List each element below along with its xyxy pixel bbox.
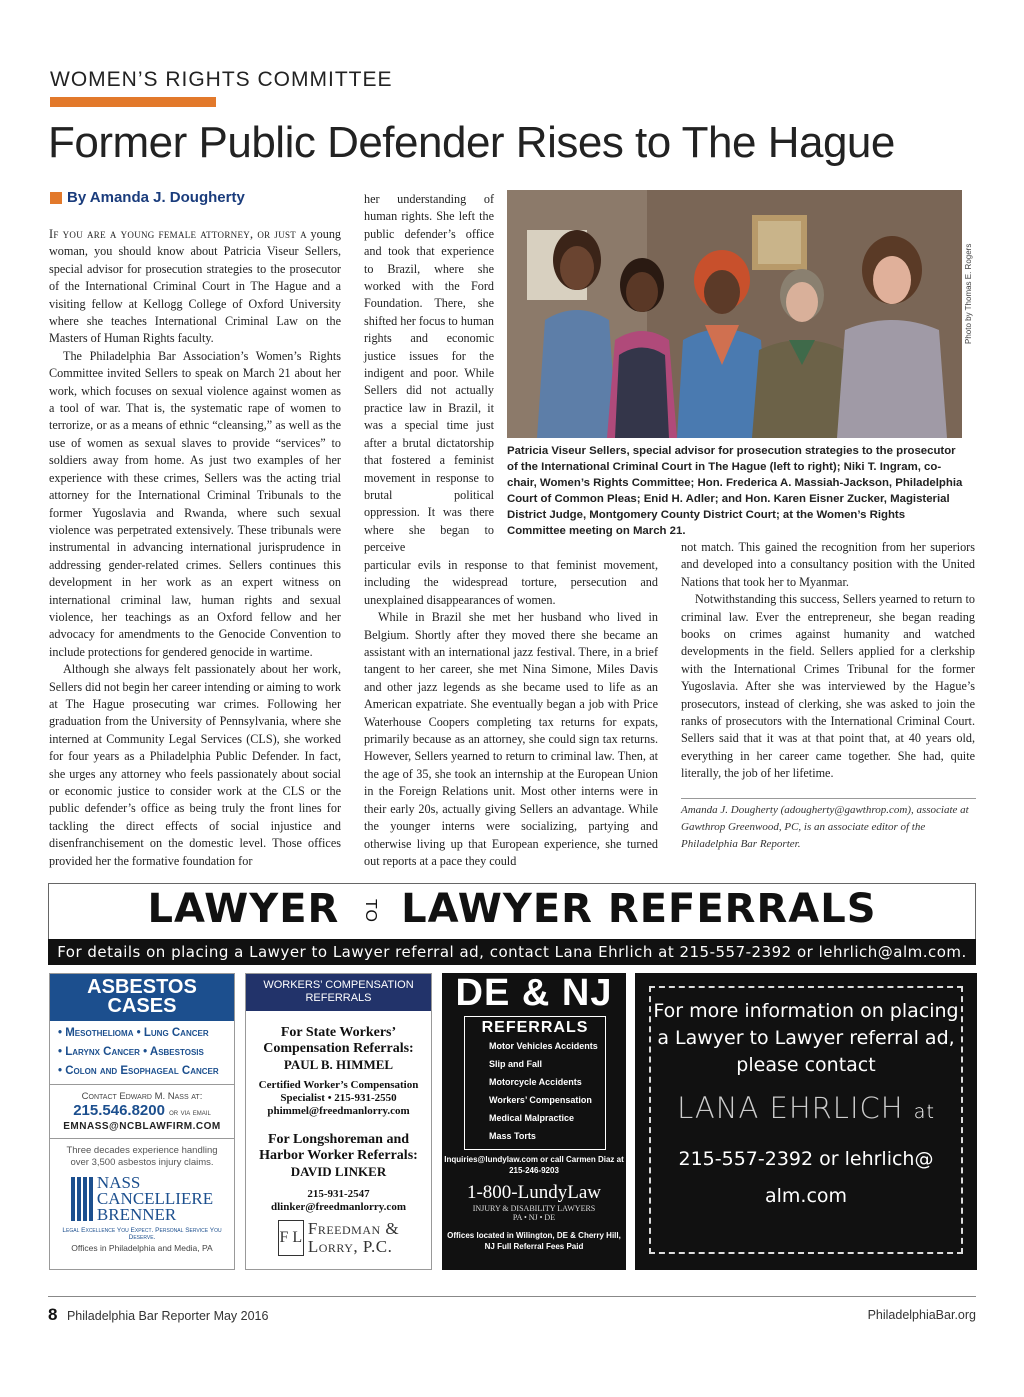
contact-line: 215-557-2392 or lehrlich@ <box>678 1148 934 1170</box>
paragraph: Although she always felt passionately about her work, Sellers did not begin her career intending or aiming to work at The Hague prosecuting war crimes. Following her graduation from the University of Pennsylvania, where she interned at Community Legal Services (CLS), she worked for four years as a Philadelphia Public Defender. In fact, she urges any attorney who feels passionately about social or economic justice to consider work at the CLS or the public defender’s office as being truly the front lines for tackling the direct effects of social injustice and disenfranchisement on the domestic level. Those offices provided her the formative foundation for <box>49 662 341 868</box>
ad-info-dashed-frame <box>649 986 963 1254</box>
article-column-3 <box>681 539 975 783</box>
ad-info-contact-name <box>651 1091 961 1129</box>
referrals-title-to: TO <box>362 899 380 923</box>
footer-site: PhiladelphiaBar.org <box>867 1308 976 1322</box>
ad-denj-title: DE & NJ <box>455 972 613 1014</box>
firm-name-line: Freedman & <box>307 1219 400 1238</box>
referrals-contact-bar: For details on placing a Lawyer to Lawyer referral ad, contact Lana Ehrlich at 215-557-2392 or lehrlich@alm.com. <box>48 939 976 965</box>
article-column-2-top <box>364 191 494 557</box>
article-photo <box>507 190 962 438</box>
list-item: Slip and Fall <box>489 1059 543 1069</box>
article-headline: Former Public Defender Rises to The Hague <box>48 118 895 167</box>
article-column-1 <box>49 226 341 870</box>
footer-folio <box>48 1305 268 1325</box>
lead-in: If you are a young female attorney, or just a <box>49 227 307 241</box>
byline-text: By Amanda J. Dougherty <box>67 189 245 206</box>
paragraph: not match. This gained the recognition from her superiors and developed into a consultancy position with the United Nations that took her to Myanmar. <box>681 540 975 589</box>
ad-info-contact <box>651 1141 961 1215</box>
list-item: Motor Vehicles Accidents <box>489 1041 598 1051</box>
referrals-title-right: LAWYER REFERRALS <box>401 886 877 932</box>
ad-workers-email-1: phimmel@freedmanlorry.com <box>267 1105 410 1117</box>
firm-name-line: NASS <box>96 1173 141 1192</box>
firm-name-line: Lorry, P.C. <box>307 1237 393 1256</box>
ad-denj-header: REFERRALS <box>481 1019 589 1036</box>
ad-workers-state-title: For State Workers’ Compensation Referrals: <box>263 1025 414 1056</box>
ad-asbestos-tagline: Legal Excellence You Expect. Personal Service You Deserve. <box>62 1227 222 1241</box>
paragraph: Notwithstanding this success, Sellers yearned to return to criminal law. Ever the entrepreneur, she began reading books on crimes against humanity and watched developments in the field. Sellers applied for a clerkship with the International Crimes Tribunal for the former Yugoslavia. After she was interviewed by the Hague’s prosecutors, instead of clerking, she was asked to join the ranks of prosecutors with the International Criminal Court. Sellers said that it was at that point that, at 40 years old, everything in her career came together. She had, quite literally, the job of her lifetime. <box>681 592 975 781</box>
ad-denj-sub-1: INJURY & DISABILITY LAWYERS <box>472 1204 596 1213</box>
list-item: Medical Malpractice <box>489 1113 575 1123</box>
paragraph: her understanding of human rights. She left the public defender’s office and took that experience to Brazil, where she worked with the Ford Foundation. There, she shifted her focus to human rights and economic justice issues for the indigent and poor. While Sellers did not actually practice law in Brazil, it was a special time just after a brutal dictatorship that fostered a feminist movement in response to brutal political oppression. It was there where she began to perceive <box>364 192 494 555</box>
firm-name-line: CANCELLIERE <box>96 1189 214 1208</box>
ad-workers-name-1: PAUL B. HIMMEL <box>283 1057 394 1072</box>
section-label: WOMEN’S RIGHTS COMMITTEE <box>50 68 393 91</box>
lead-paragraph-text: young woman, you should know about Patricia Viseur Sellers, special advisor for prosecution strategies to the prosecutor of the International Criminal Court in The Hague and a visiting fellow at Kellogg College of Oxford University where she teaches International Criminal Law on the Masters of Human Rights faculty. <box>49 227 342 346</box>
ad-denj-footer: Offices located in Wilington, DE & Cherry Hill, NJ Full Referral Fees Paid <box>447 1231 621 1251</box>
ad-de-nj-referrals <box>442 973 626 1270</box>
group-photo-image <box>507 190 962 438</box>
ad-asbestos-list <box>50 1021 234 1085</box>
footer-rule <box>48 1296 976 1297</box>
ad-workers-compensation <box>245 973 432 1270</box>
ad-denj-phone: 1-800-LundyLaw <box>466 1182 602 1203</box>
list-item: • Mesothelioma • Lung Cancer <box>58 1027 209 1039</box>
ad-workers-firm-logo <box>246 1220 431 1256</box>
list-item: • Larynx Cancer • Asbestosis <box>58 1046 204 1058</box>
ad-asbestos-firm-name <box>97 1175 213 1223</box>
ad-workers-phone-2: 215-931-2547 <box>307 1188 370 1200</box>
ad-asbestos-offices: Offices in Philadelphia and Media, PA <box>71 1243 213 1253</box>
ad-denj-sub-2: PA • NJ • DE <box>512 1213 556 1222</box>
photo-credit: Photo by Thomas E. Rogers <box>964 243 973 344</box>
contact-at: at <box>913 1101 935 1123</box>
paragraph <box>49 226 341 348</box>
ad-asbestos-header <box>50 974 234 1021</box>
ad-asbestos-header-line2: CASES <box>107 995 177 1017</box>
ad-asbestos-experience: Three decades experience handling over 3,500 asbestos injury claims. <box>66 1145 218 1168</box>
list-item: Motorcycle Accidents <box>489 1077 582 1087</box>
list-item: Mass Torts <box>489 1131 536 1141</box>
ad-workers-header-line1: WORKERS’ COMPENSATION <box>263 979 414 991</box>
section-accent-bar <box>50 97 216 107</box>
author-note: Amanda J. Dougherty (adougherty@gawthrop.com), associate at Gawthrop Greenwood, PC, is an associate editor of the Philadelphia Bar Reporter. <box>681 798 976 853</box>
paragraph: While in Brazil she met her husband who lived in Belgium. Shortly after they moved there she became an assistant with an international jazz festival. There, in a brief tangent to her career, she met Nina Simone, Miles Davis and other jazz legends as she became used to life as an American expatriate. She eventually began a job with Price Waterhouse Coopers completing tax returns for expats, primarily because as an attorney, she could sign tax returns. However, Sellers yearned to return to criminal law. Then, at the age of 35, she took an internship at the European Union in the Foreign Relations unit. Most other interns were in their early 20s, actually giving Sellers an advantage. While the younger interns were socializing, partying and otherwise living up that European experience, she turned out reports at a pace they could <box>364 610 658 868</box>
ad-workers-header-line2: REFERRALS <box>305 992 372 1004</box>
publication-name: Philadelphia Bar Reporter May 2016 <box>66 1309 269 1323</box>
ad-workers-email-2: dlinker@freedmanlorry.com <box>271 1201 406 1213</box>
pillars-icon <box>71 1177 93 1221</box>
ad-asbestos-phone-number: 215.546.8200 <box>73 1102 165 1119</box>
ad-denj-inquiries: Inquiries@lundylaw.com or call Carmen Diaz at 215-246-9203 <box>444 1155 624 1175</box>
ad-asbestos-via: or via email <box>169 1107 211 1117</box>
ad-asbestos-email: EMNASS@NCBLAWFIRM.COM <box>50 1119 234 1139</box>
list-item: Workers’ Compensation <box>489 1095 592 1105</box>
ad-asbestos-phone <box>50 1102 234 1119</box>
ad-asbestos-firm-logo <box>50 1171 234 1227</box>
ad-info-text: For more information on placing a Lawyer to Lawyer referral ad, please contact <box>653 1000 959 1076</box>
fl-monogram-icon: F L <box>278 1220 304 1256</box>
ad-asbestos-header-line1: ASBESTOS <box>87 976 197 998</box>
ad-workers-harbor-title: For Longshoreman and Harbor Worker Referrals: <box>259 1132 418 1163</box>
ad-workers-firm-name <box>308 1220 399 1256</box>
referrals-title-left: LAWYER <box>147 886 340 932</box>
ad-workers-name-2: DAVID LINKER <box>290 1164 387 1179</box>
article-column-2-bottom <box>364 557 658 870</box>
ad-workers-header <box>246 974 431 1011</box>
page-number: 8 <box>48 1305 58 1324</box>
paragraph: particular evils in response to that feminist movement, including the widespread torture, persecution and unexplained disappearances of women. <box>364 558 658 607</box>
byline <box>50 189 245 206</box>
list-item: • Colon and Esophageal Cancer <box>58 1065 219 1077</box>
ad-asbestos-cases <box>49 973 235 1270</box>
ad-more-info <box>635 973 977 1270</box>
byline-square-icon <box>50 192 62 204</box>
ad-workers-cert: Certified Worker’s Compensation Specialist • 215-931-2550 <box>258 1079 419 1104</box>
contact-name: LANA EHRLICH <box>677 1091 904 1125</box>
photo-caption: Patricia Viseur Sellers, special advisor for prosecution strategies to the prosecutor of the International Criminal Court in The Hague (left to right); Niki T. Ingram, co-chair, Women’s Rights Committee; Hon. Frederica A. Massiah-Jackson, Philadelphia Court of Common Pleas; Enid H. Adler; and Hon. Karen Eisner Zucker, Magisterial District Judge, Montgomery County District Court; at the Women’s Rights Committee meeting on March 21. <box>507 445 963 537</box>
paragraph: The Philadelphia Bar Association’s Women’s Rights Committee invited Sellers to speak on March 21 about her work, which focuses on sexual violence against women as a tool of war. That is, the systematic rape of women to terrorize, or as a means of ethnic “cleansing,” as well as the use of women as sexual slaves to provide “services” to soldiers away from home. As just two examples of her experience with these crimes, Sellers was the acting trial attorney for the International Criminal Tribunals to the former Yugoslavia and Rwanda, where such sexual violence was perpetrated extensively. These tribunals were instrumental in advancing international jurisprudence in addressing gender-related crimes. Sellers continues this development in her work as an expert witness on international criminal law, human rights and sexual violence, her teachings as an Oxford fellow and her advocacy for amendments to the Genocide Convention to include protections for gendered genocide in wartime. <box>49 348 341 659</box>
ad-denj-box <box>464 1016 606 1150</box>
referrals-banner-title <box>48 886 976 932</box>
ad-asbestos-contact: Contact Edward M. Nass at: <box>81 1091 203 1102</box>
contact-line: alm.com <box>764 1185 848 1207</box>
firm-name-line: BRENNER <box>96 1205 177 1224</box>
